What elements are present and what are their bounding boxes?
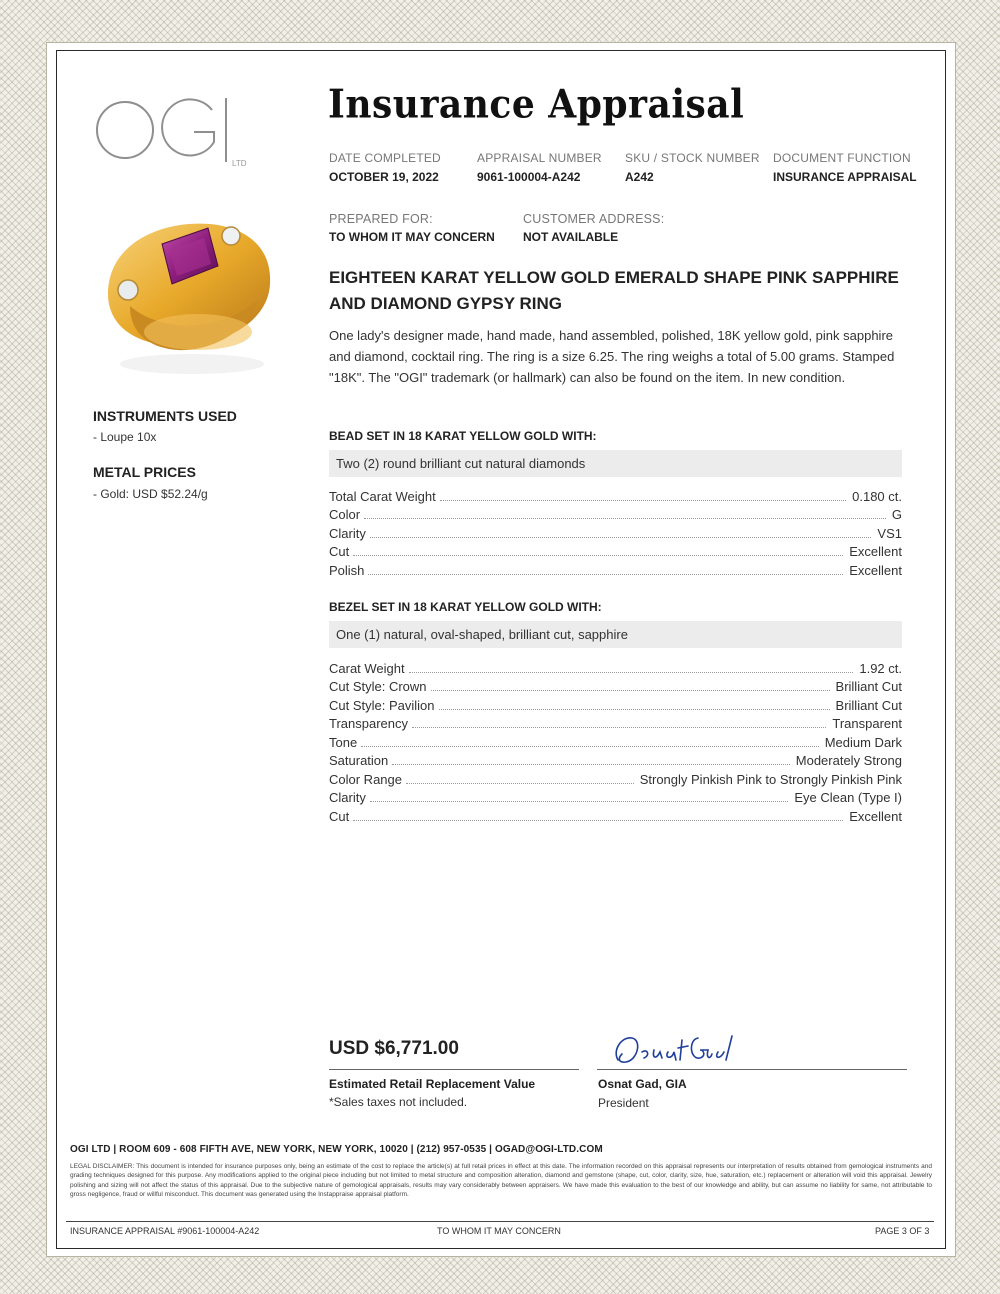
prepared-for-label: PREPARED FOR:	[329, 212, 433, 226]
signer-role: President	[598, 1096, 649, 1110]
metal-prices-heading: METAL PRICES	[93, 464, 196, 480]
spec-row	[329, 732, 902, 751]
spec-value: 1.92 ct.	[859, 660, 902, 676]
customer-address-value: NOT AVAILABLE	[523, 230, 619, 244]
instruments-value: - Loupe 10x	[93, 430, 157, 444]
item-description: One lady's designer made, hand made, hand assembled, polished, 18K yellow gold, pink sapphire and diamond, cocktail ring. The ring is a size 6.25. The ring weighs a total of 5.00 grams. Stamped "18K". The "OGI" trademark (or hallmark) can also be found on the item. In new condition.	[329, 328, 895, 385]
document-function-value: INSURANCE APPRAISAL	[773, 170, 917, 184]
spec-row	[329, 695, 902, 714]
spec-label: Cut Style: Crown	[329, 679, 427, 694]
dot-leader	[409, 672, 854, 673]
spec-value: Eye Clean (Type I)	[794, 790, 902, 805]
spec-label: Clarity	[329, 790, 366, 805]
spec-label: Color Range	[329, 771, 402, 787]
spec-row	[329, 788, 902, 807]
spec-label: Saturation	[329, 753, 389, 768]
legal-disclaimer: LEGAL DISCLAIMER: This document is intended for insurance purposes only, being an estimate of the cost to replace the article(s) at full retail prices in effect at this date. The information recorded on this appraisal represents our interpretation of results obtained from gemological instruments and grading techniques designed for this purpose. Any modifications applied to the original piece including but not limited to metal structure and composition alteration, diamond and gemstone (shape, cut, color, clarity, size, hue, saturation, etc.) replacement or alteration will void this appraisal. Jewelry polishing and sizing will not affect the status of this appraisal. Due to the subjective nature of gemological appraisals, results may vary considerably between appraisers. We have made this evaluation to the best of our knowledge and ability, but can assume no liability for same, not attributable to gross negligence, fraud or willful misconduct. This document was generated using the Instappraise appraisal platform.	[70, 1163, 932, 1198]
spec-row	[329, 677, 902, 696]
item-title: EIGHTEEN KARAT YELLOW GOLD EMERALD SHAPE PINK SAPPHIRE AND DIAMOND GYPSY RING	[329, 268, 899, 313]
replacement-value: USD $6,771.00	[329, 1038, 459, 1059]
bead-set-summary: Two (2) round brilliant cut natural diamonds	[329, 450, 902, 477]
spec-row	[329, 505, 902, 524]
spec-row	[329, 658, 902, 677]
dot-leader	[392, 764, 790, 765]
instruments-heading: INSTRUMENTS USED	[93, 408, 237, 424]
spec-value: Excellent	[849, 562, 902, 578]
bezel-set-summary: One (1) natural, oval-shaped, brilliant cut, sapphire	[329, 621, 902, 648]
dot-leader	[370, 537, 872, 538]
signer-name: Osnat Gad, GIA	[598, 1077, 687, 1091]
metal-prices-value: - Gold: USD $52.24/g	[93, 487, 208, 501]
spec-value: Excellent	[849, 544, 902, 559]
date-label: DATE COMPLETED	[329, 151, 441, 165]
dot-leader	[370, 801, 789, 802]
appraisal-number-label: APPRAISAL NUMBER	[477, 151, 602, 165]
spec-value: Medium Dark	[824, 734, 902, 750]
dot-leader	[353, 820, 843, 821]
spec-row	[329, 751, 902, 770]
bezel-set-heading: BEZEL SET IN 18 KARAT YELLOW GOLD WITH:	[329, 600, 602, 614]
spec-value: 0.180 ct.	[852, 488, 902, 504]
prepared-for-value: TO WHOM IT MAY CONCERN	[329, 230, 495, 244]
customer-address-label: CUSTOMER ADDRESS:	[523, 212, 665, 226]
spec-value: Excellent	[849, 808, 902, 824]
tax-note: *Sales taxes not included.	[329, 1095, 468, 1109]
spec-row	[329, 542, 902, 561]
dot-leader	[353, 555, 843, 556]
spec-label: Total Carat Weight	[329, 488, 436, 504]
dot-leader	[439, 709, 830, 710]
spec-row	[329, 769, 902, 788]
footer-recipient: TO WHOM IT MAY CONCERN	[437, 1226, 561, 1236]
spec-label: Color	[329, 507, 361, 522]
signature-image	[608, 1030, 738, 1070]
page-title: Insurance Appraisal	[328, 82, 745, 128]
dot-leader	[368, 574, 843, 575]
spec-value: Brilliant Cut	[835, 679, 902, 694]
dot-leader	[406, 783, 634, 784]
bead-specs-list	[329, 486, 902, 579]
spec-label: Cut Style: Pavilion	[329, 697, 435, 713]
date-value: OCTOBER 19, 2022	[329, 170, 439, 184]
logo-suffix: LTD	[232, 159, 247, 168]
spec-row	[329, 486, 902, 505]
spec-value: VS1	[877, 525, 902, 541]
spec-label: Clarity	[329, 525, 366, 541]
spec-value: Brilliant Cut	[835, 697, 902, 713]
ogi-logo	[94, 92, 254, 172]
spec-label: Transparency	[329, 716, 408, 731]
dot-leader	[431, 690, 830, 691]
spec-label: Cut	[329, 544, 350, 559]
footer-rule	[66, 1221, 934, 1222]
spec-row	[329, 523, 902, 542]
dot-leader	[364, 518, 886, 519]
sku-value: A242	[625, 170, 654, 184]
spec-row	[329, 806, 902, 825]
spec-value: G	[891, 507, 902, 522]
appraisal-number-value: 9061-100004-A242	[477, 170, 581, 184]
sku-label: SKU / STOCK NUMBER	[625, 151, 760, 165]
spec-label: Cut	[329, 808, 350, 824]
spec-value: Transparent	[832, 716, 902, 731]
footer-page-number: PAGE 3 OF 3	[875, 1226, 930, 1236]
spec-value: Strongly Pinkish Pink to Strongly Pinkish Pink	[639, 771, 902, 787]
dot-leader	[361, 746, 819, 747]
dot-leader	[440, 500, 846, 501]
bead-set-heading: BEAD SET IN 18 KARAT YELLOW GOLD WITH:	[329, 429, 597, 443]
company-contact: OGI LTD | ROOM 609 - 608 FIFTH AVE, NEW YORK, NEW YORK, 10020 | (212) 957-0535 | OGAD@OGI-LTD.COM	[70, 1144, 603, 1155]
spec-row	[329, 714, 902, 733]
spec-label: Tone	[329, 734, 358, 750]
footer-appraisal-id: INSURANCE APPRAISAL #9061-100004-A242	[70, 1226, 260, 1236]
dot-leader	[412, 727, 826, 728]
spec-label: Carat Weight	[329, 660, 405, 676]
value-rule	[329, 1069, 579, 1070]
spec-label: Polish	[329, 562, 365, 578]
ring-photo	[100, 214, 275, 384]
replacement-value-label: Estimated Retail Replacement Value	[329, 1077, 536, 1091]
spec-row	[329, 560, 902, 579]
bezel-specs-list	[329, 658, 902, 825]
document-function-label: DOCUMENT FUNCTION	[773, 151, 911, 165]
spec-value: Moderately Strong	[795, 753, 902, 768]
